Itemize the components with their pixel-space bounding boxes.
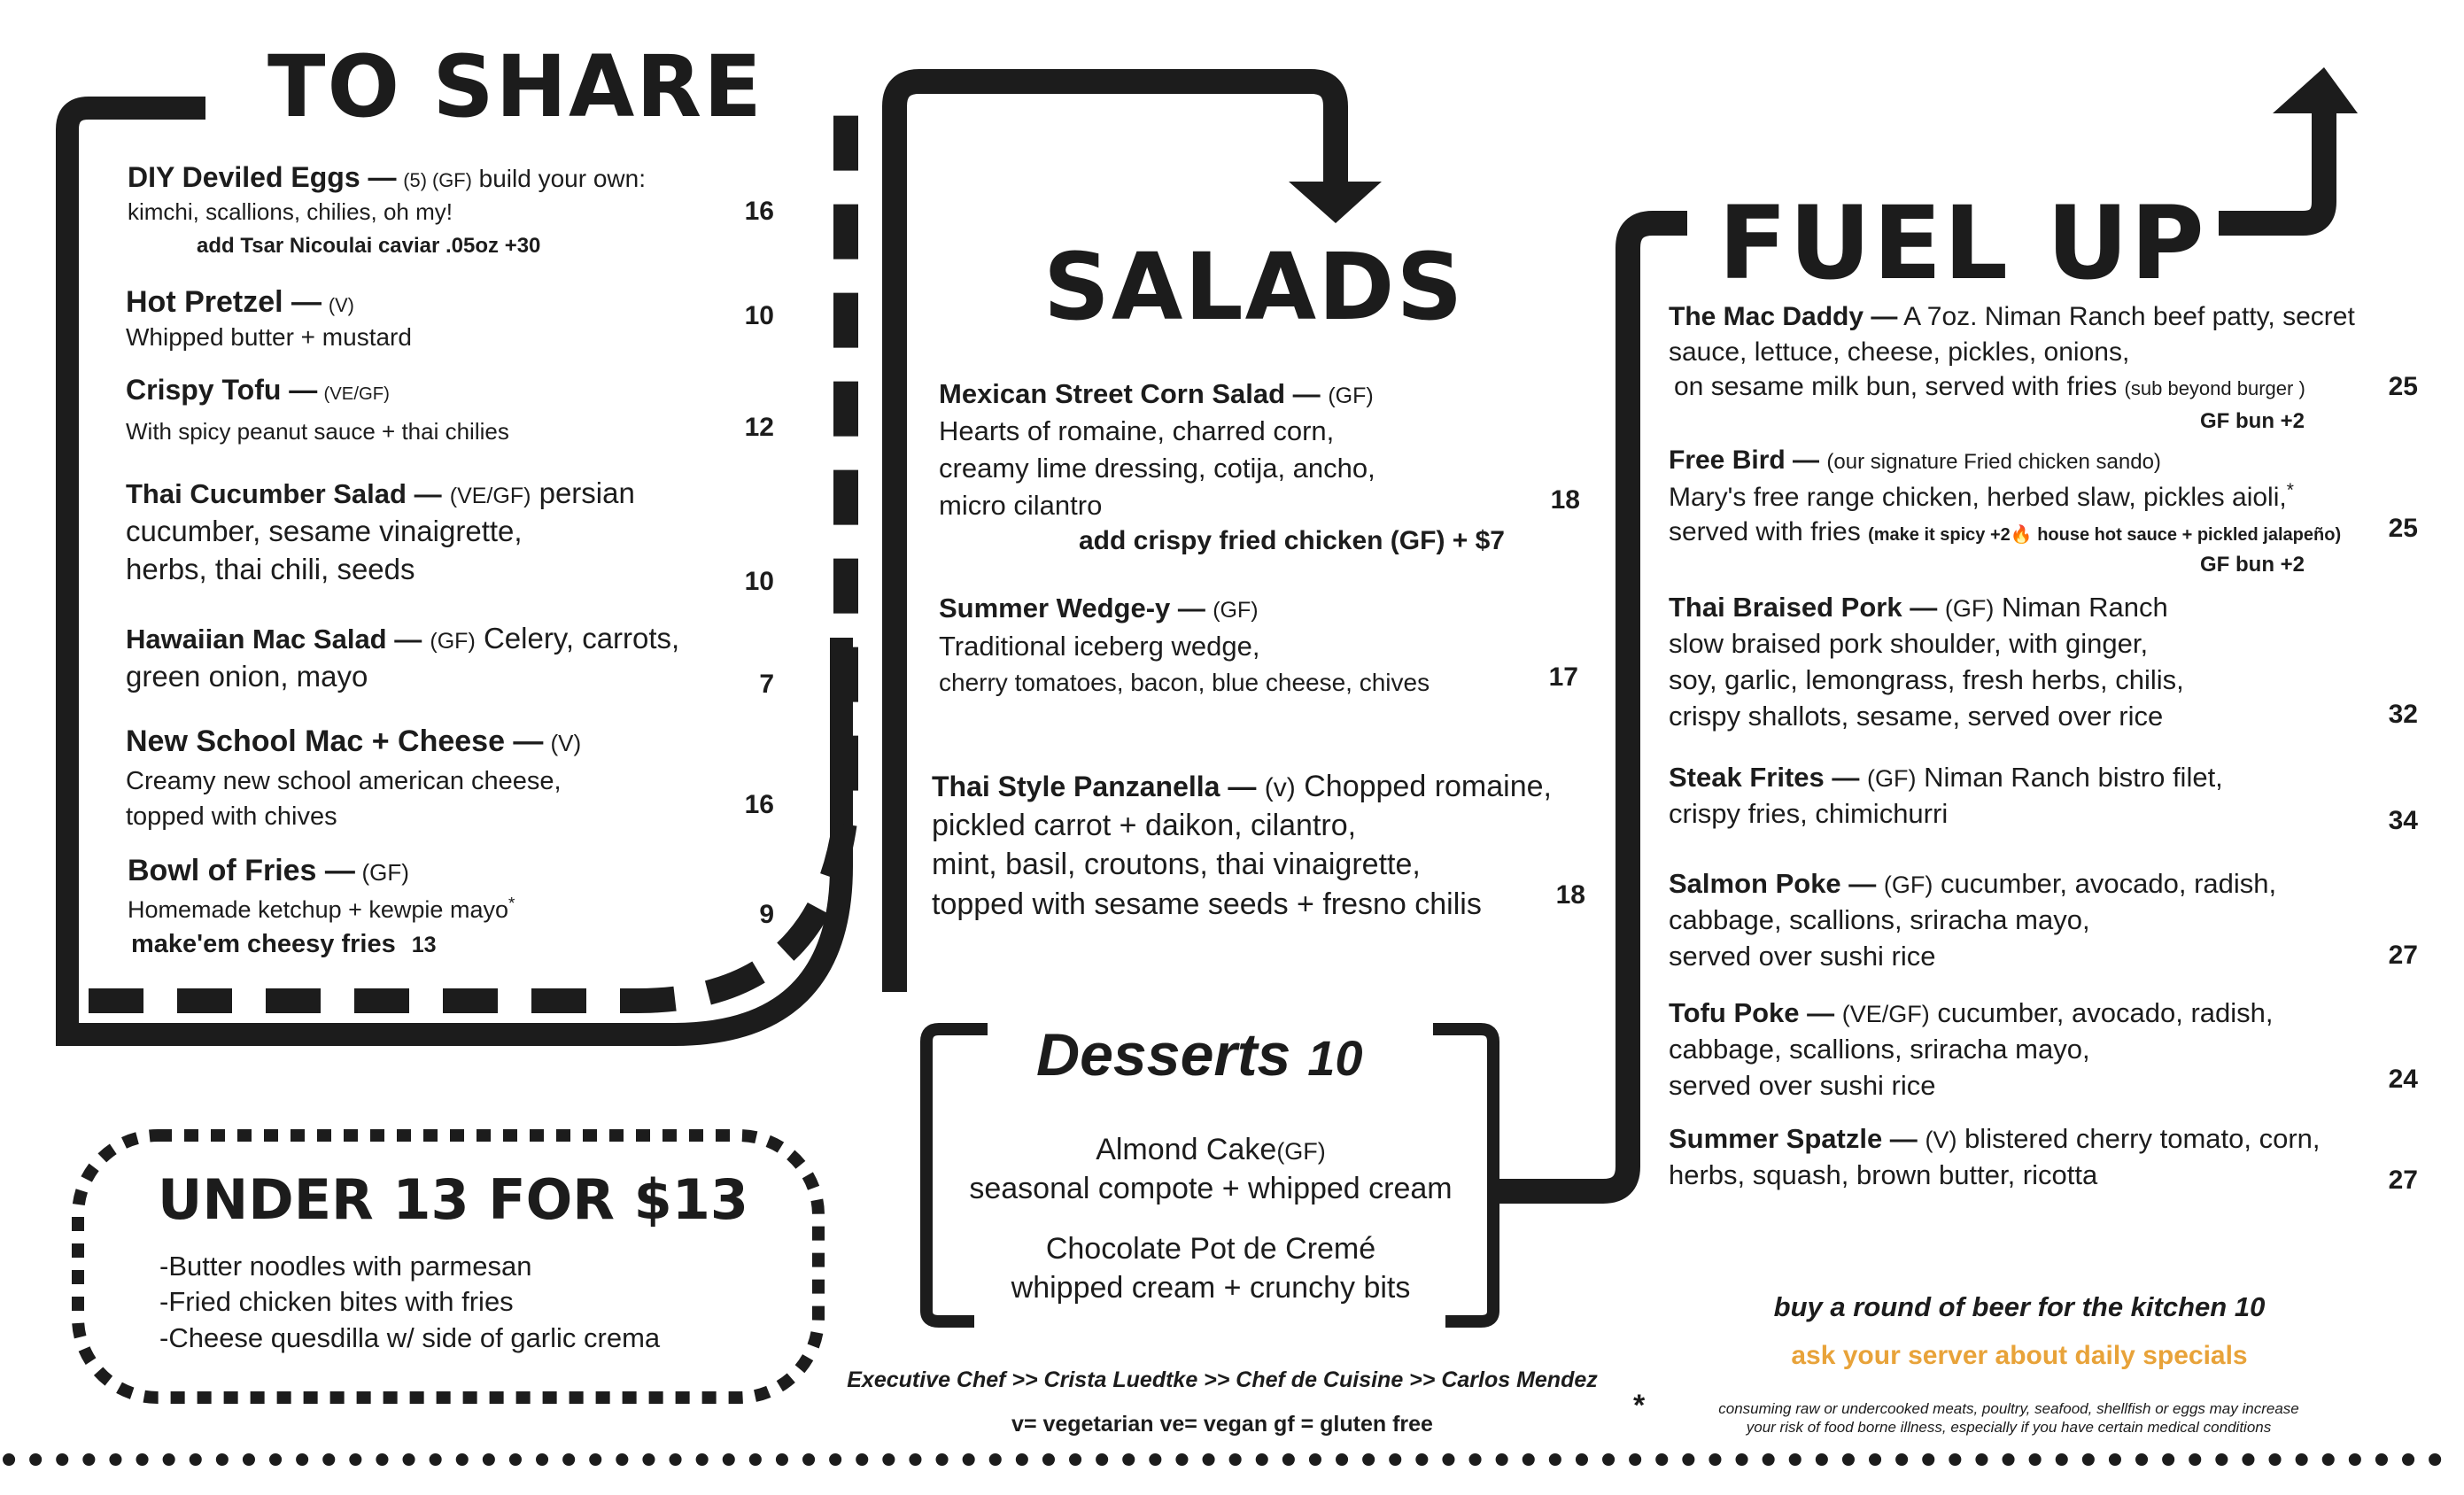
item-price: 9 (759, 900, 774, 929)
item-addon: GF bun +2 (2200, 553, 2305, 577)
item-price: 24 (2388, 1065, 2418, 1094)
kids-title: UNDER 13 FOR $13 (158, 1167, 749, 1232)
beer-note: buy a round of beer for the kitchen 10 (1773, 1291, 2266, 1322)
item-addon: make'em cheesy fries 13 (131, 930, 437, 958)
item-addon: GF bun +2 (2200, 409, 2305, 433)
item-price: 17 (1548, 662, 1578, 692)
asterisk: * (508, 894, 515, 913)
item-price: 10 (744, 567, 774, 596)
menu-item: DIY Deviled Eggs — (5) (GF) build your own: kimchi, scallions, chilies, oh my! (128, 161, 646, 225)
menu-item: Thai Cucumber Salad — (VE/GF) persian cucumber, sesame vinaigrette, herbs, thai chili, seeds (126, 476, 635, 585)
menu-item: Crispy Tofu — (VE/GF) With spicy peanut sauce + thai chilies (126, 374, 509, 445)
item-price: 16 (744, 197, 774, 226)
fuel-up-title: FUEL UP (1718, 184, 2206, 302)
warning-asterisk: * (1633, 1389, 1646, 1422)
kids-items (159, 1249, 660, 1356)
to-share-title: TO SHARE (267, 37, 763, 136)
dessert-item: Almond Cake(GF) seasonal compote + whipped cream (969, 1133, 1453, 1206)
menu-item: Hawaiian Mac Salad — (GF) Celery, carrots, green onion, mayo (126, 622, 680, 693)
dessert-item: Chocolate Pot de Cremé whipped cream + crunchy bits (1011, 1232, 1411, 1305)
fuel-up-arrow-head (2273, 67, 2358, 113)
menu-item: Steak Frites — (GF) Niman Ranch bistro filet, crispy fries, chimichurri (1669, 762, 2223, 829)
item-price: 32 (2388, 700, 2418, 729)
desserts-title: Desserts 10 (1036, 1021, 1363, 1088)
fuel-up-connector (1497, 223, 1687, 1191)
menu-item: Summer Spatzle — (V) blistered cherry tomato, corn, herbs, squash, brown butter, ricotta (1669, 1123, 2321, 1190)
menu-item: Free Bird — (our signature Fried chicken sando) Mary's free range chicken, herbed slaw, pickles aioli,* served with fries (make it spicy +2🔥 house hot sauce + pickled jalapeño) (1669, 445, 2342, 547)
menu-item: The Mac Daddy — A 7oz. Niman Ranch beef patty, secret sauce, lettuce, cheese, pickles, onions, on sesame milk bun, served with fries (sub beyond burger ) (1669, 302, 2355, 402)
asterisk: * (2286, 479, 2294, 500)
menu-item: New School Mac + Cheese — (V) Creamy new school american cheese, topped with chives (126, 724, 582, 832)
item-price: 25 (2388, 372, 2418, 401)
salads-title: SALADS (1043, 233, 1465, 341)
menu-item: Hot Pretzel — (V) Whipped butter + mustard (126, 285, 412, 352)
salads-arrow-head (1289, 182, 1382, 223)
item-price: 18 (1555, 880, 1585, 910)
specials-note: ask your server about daily specials (1791, 1341, 2248, 1370)
item-price: 18 (1550, 485, 1580, 515)
item-price: 10 (744, 301, 774, 330)
item-price: 34 (2388, 806, 2418, 835)
list-item: -Cheese quesdilla w/ side of garlic crema (159, 1321, 661, 1353)
menu-item: Thai Style Panzanella — (v) Chopped romaine, pickled carrot + daikon, cilantro, mint, basil, croutons, thai vinaigrette, topped with sesame seeds + fresno chilis (932, 770, 1552, 921)
item-price: 27 (2388, 941, 2418, 970)
chef-credits: Executive Chef >> Crista Luedtke >> Chef de Cuisine >> Carlos Mendez (847, 1367, 1598, 1392)
item-price: 12 (744, 413, 774, 442)
list-item: -Fried chicken bites with fries (159, 1286, 514, 1318)
menu-item: Bowl of Fries — (GF) Homemade ketchup + kewpie mayo* (128, 854, 515, 923)
item-price: 27 (2388, 1166, 2418, 1195)
menu-item: Summer Wedge-y — (GF) Traditional iceberg wedge, cherry tomatoes, bacon, blue cheese, chives (939, 593, 1430, 696)
item-price: 16 (744, 790, 774, 819)
item-price: 7 (759, 670, 774, 699)
fuel-up-arrow-line (2219, 97, 2324, 223)
menu-item: Thai Braised Pork — (GF) Niman Ranch slow braised pork shoulder, with ginger, soy, garlic, lemongrass, fresh herbs, chilis, crispy shallots, sesame, served over rice (1669, 592, 2184, 732)
food-safety-warning: consuming raw or undercooked meats, poultry, seafood, shellfish or eggs may increase your risk of food borne illness, especially if you have certain medical conditions (1718, 1400, 2299, 1437)
menu-item: Salmon Poke — (GF) cucumber, avocado, radish, cabbage, scallions, sriracha mayo, served over sushi rice (1669, 868, 2277, 972)
menu-item: Tofu Poke — (VE/GF) cucumber, avocado, radish, cabbage, scallions, sriracha mayo, served over sushi rice (1669, 997, 2274, 1101)
item-price: 25 (2388, 514, 2418, 543)
list-item: -Butter noodles with parmesan (159, 1251, 532, 1282)
item-addon: add Tsar Nicoulai caviar .05oz +30 (197, 234, 541, 258)
diet-legend: v= vegetarian ve= vegan gf = gluten free (1011, 1412, 1433, 1437)
menu-item: Mexican Street Corn Salad — (GF) Hearts of romaine, charred corn, creamy lime dressing, cotija, ancho, micro cilantro (939, 378, 1375, 521)
fire-icon: 🔥 (2010, 525, 2033, 546)
item-addon: add crispy fried chicken (GF) + $7 (1079, 526, 1505, 555)
